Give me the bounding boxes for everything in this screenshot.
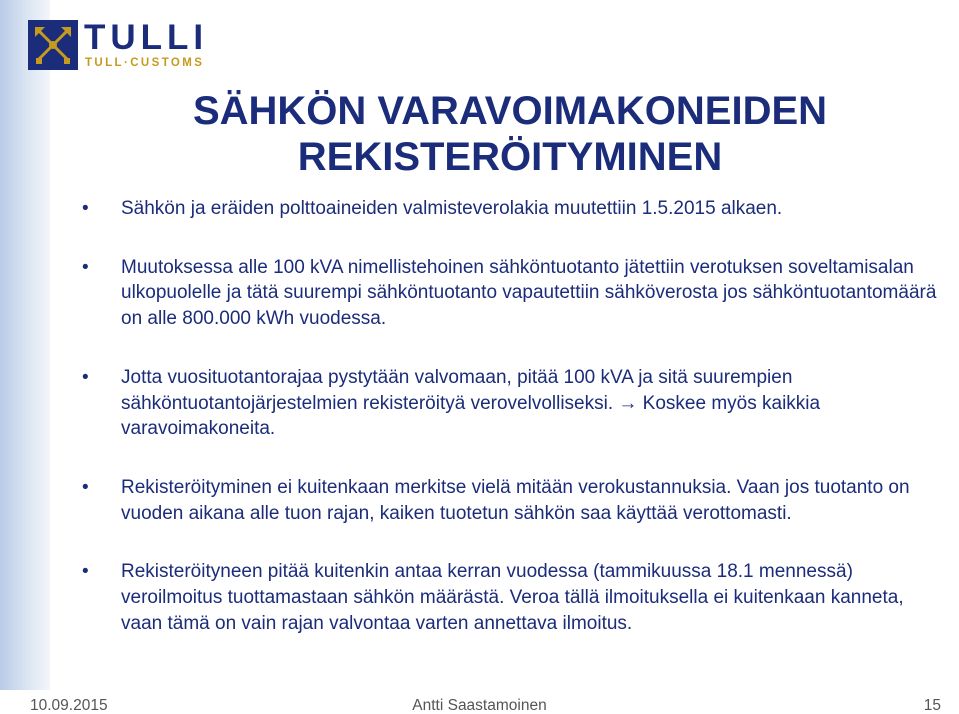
emblem-icon — [28, 20, 78, 70]
bullet-item — [82, 255, 950, 332]
logo-name: TULLI — [84, 18, 209, 57]
slide-title-line-2: REKISTERÖITYMINEN — [297, 135, 723, 179]
bullet-list — [82, 196, 950, 636]
bullet-text: Muutoksessa alle 100 kVA nimellistehoinen sähköntuotanto jätettiin verotuksen soveltamisalan ulkopuolelle ja tätä suurempi sähköntuotanto vapautettiin sähköverosta jos sähköntuotantomäärä on alle 800.000 kWh vuodessa. — [121, 256, 937, 330]
bullet-item — [82, 365, 950, 442]
bullet-item — [82, 196, 950, 222]
slide-footer — [0, 692, 959, 714]
bullet-marker: • — [82, 256, 89, 278]
bullet-text: Rekisteröityneen pitää kuitenkin antaa kerran vuodessa (tammikuussa 18.1 mennessä) veroilmoitus tuottamastaan sähkön määrästä. Veroa tällä ilmoituksella ei kuitenkaan kanneta, vaan tämä on vain rajan valvontaa varten annettava ilmoitus. — [121, 561, 904, 634]
bullet-text: Jotta vuosituotantorajaa pystytään valvomaan, pitää 100 kVA ja sitä suurempien sähköntuotantojärjestelmien rekisteröityä verovelvolliseksi. → Koskee myös kaikkia varavoimakoneita. — [121, 366, 821, 440]
bullet-item — [82, 475, 950, 526]
tulli-logo — [18, 14, 258, 74]
logo-subtitle: TULL·CUSTOMS — [85, 57, 205, 69]
footer-author: Antti Saastamoinen — [412, 697, 547, 714]
slide-title-line-1: SÄHKÖN VARAVOIMAKONEIDEN — [192, 89, 828, 133]
bullet-marker: • — [82, 476, 89, 498]
bullet-marker: • — [82, 198, 89, 219]
bullet-text: Sähkön ja eräiden polttoaineiden valmisteverolakia muutettiin 1.5.2015 alkaen. — [121, 198, 783, 219]
bullet-marker: • — [82, 561, 89, 583]
footer-page-number: 15 — [923, 697, 941, 714]
bullet-marker: • — [82, 366, 89, 388]
side-band — [0, 0, 50, 690]
bullet-text: Rekisteröityminen ei kuitenkaan merkitse vielä mitään verokustannuksia. Vaan jos tuotanto on vuoden aikana alle tuon rajan, kaiken tuotetun sähkön saa käyttää verottomasti. — [121, 476, 910, 524]
slide-title — [80, 88, 940, 180]
bullet-item — [82, 559, 950, 636]
footer-date: 10.09.2015 — [30, 697, 108, 714]
